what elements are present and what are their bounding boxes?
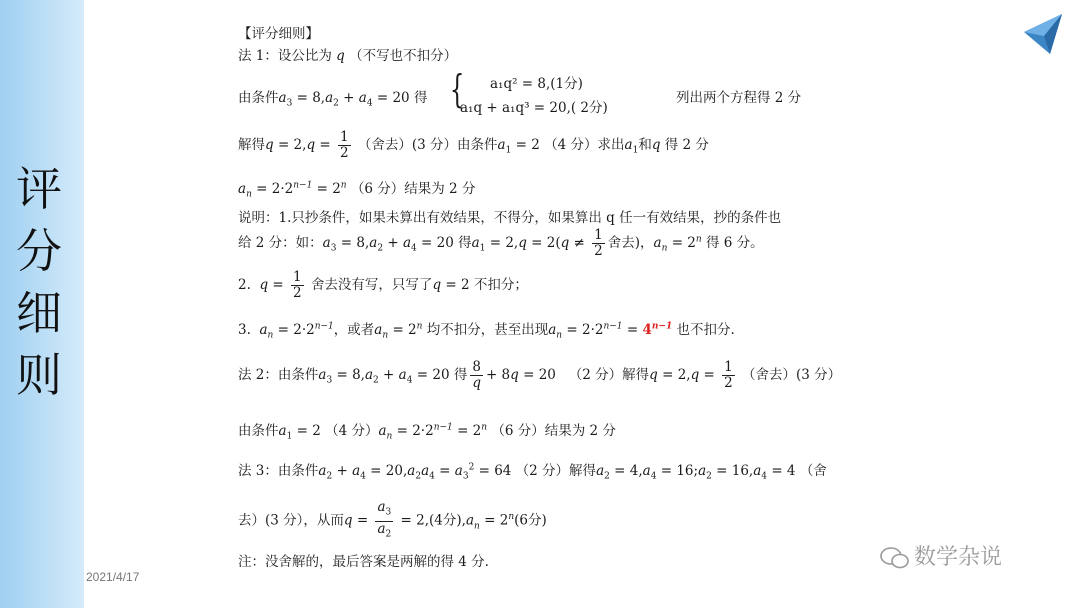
watermark-text: 数学杂说: [914, 545, 1003, 570]
condition-line: 由条件$a_3 = 8,a_2 + a_4 = 20$ 得: [238, 90, 428, 109]
sidebar: [0, 0, 84, 608]
text: 解得: [238, 137, 265, 153]
text: ，或者: [333, 322, 375, 338]
text: 给 2 分：如：: [238, 235, 323, 251]
text: 均不扣分，甚至出现: [426, 322, 549, 338]
text: 法 3：由条件: [238, 463, 319, 479]
slide-date: 2021/4/17: [86, 570, 140, 584]
final-note: 注：没舍解的，最后答案是两解的得 4 分.: [238, 554, 489, 570]
note-line-1: 说明：1.只抄条件，如果未算出有效结果，不得分，如果算出 q 任一有效结果，抄的条件也: [238, 210, 782, 226]
wechat-icon: [880, 547, 910, 569]
text: （6 分）结果为 2 分: [491, 423, 616, 439]
text: 法 2：由条件: [238, 367, 319, 383]
text: 得: [413, 90, 428, 106]
note-item-3: 3. $a_n = 2\cdot 2^{n-1}$，或者$a_n = 2^n$ 均不扣分，甚至出现$a_n = 2\cdot 2^{n-1} = 4^{n-1}$ 也不扣分.: [238, 321, 735, 341]
title-char: 分: [16, 224, 62, 278]
method3-result: 去）(3 分），从而q = $\frac{a_3}{a_2}$ = 2,(4分)$,a_n = 2^n(6$分): [238, 499, 547, 540]
text: 得: [453, 367, 468, 383]
text: （舍去）(3 分）: [742, 367, 842, 383]
text: （4 分）: [325, 423, 379, 439]
method2-result: 由条件$a_1 = 2$ （4 分）$a_n = 2\cdot 2^{n-1} = 2^n$ （6 分）结果为 2 分: [238, 422, 616, 442]
text: 由条件: [238, 90, 279, 106]
text: 舍去)，: [607, 235, 654, 251]
note-line-2: 给 2 分：如：$a_3 = 8,a_2 + a_4 = 20$ 得$a_1 = 2,q = 2(q$ ≠ $\frac{1}{2}$ 舍去)，$a_n = 2^n$ 得 6 分。: [238, 227, 764, 259]
text: 去）(3 分），从而: [238, 512, 344, 529]
text: 和: [638, 137, 652, 153]
title-char: 评: [16, 162, 62, 216]
title-char: 细: [16, 286, 62, 340]
text: 法 1：设公比为: [238, 48, 332, 64]
system-eq-2: a₁q + a₁q³ = 20,( 2分): [460, 100, 608, 116]
watermark: [880, 540, 1002, 571]
text: 3.: [238, 322, 251, 338]
text: （4 分）求出: [544, 137, 625, 153]
method2-line: 法 2：由条件$a_3 = 8,a_2 + a_4 = 20$ 得 $\frac{8}{q}$ + 8q = 20 （2 分）解得q = 2,q = $\frac{1}{2}$ （舍去）(3 分）: [238, 359, 842, 391]
solve-line: 解得q = 2,q = $\frac{1}{2}$ （舍去）(3 分）由条件$a_1 = 2$ （4 分）求出$a_1$和q 得 2 分: [238, 129, 709, 161]
text: （2 分）解得: [568, 367, 650, 383]
system-eq-1: a₁q² = 8,(1分): [490, 76, 583, 92]
text: （舍: [799, 463, 827, 479]
text: （不写也不扣分）: [349, 48, 458, 64]
method1-line: 法 1：设公比为 q （不写也不扣分）: [238, 48, 458, 64]
text: 也不扣分.: [676, 322, 735, 338]
system-brace: {: [449, 67, 465, 111]
text: （2 分）解得: [515, 463, 597, 479]
note-item-2: 2. q = $\frac{1}{2}$ 舍去没有写，只写了q = 2 不扣分；: [238, 269, 528, 301]
heading: 【评分细则】: [238, 26, 319, 42]
text: 不扣分；: [473, 277, 528, 293]
text: 列出两个方程得 2 分: [676, 90, 802, 106]
text: 得 2 分: [664, 137, 709, 153]
text: 舍去没有写，只写了: [310, 277, 433, 293]
text: 得 6 分。: [705, 235, 764, 251]
result-line: $a_n = 2\cdot 2^{n-1} = 2^n$ （6 分）结果为 2 分: [238, 180, 476, 200]
text: （舍去）(3 分）由条件: [357, 137, 498, 153]
text: 2.: [238, 277, 251, 293]
title-char: 则: [16, 348, 62, 402]
text: （6 分）结果为 2 分: [350, 181, 476, 197]
text: 由条件: [238, 423, 279, 439]
triangle-logo-icon: [1024, 14, 1062, 54]
slide-title: [0, 158, 78, 406]
method3-line: 法 3：由条件$a_2 + a_4 = 20,a_2a_4 = a_3^2 = 64$ （2 分）解得$a_2 = 4,a_4$ = $16;a_2 = 16,a_4 = 4$ （舍: [238, 462, 827, 482]
